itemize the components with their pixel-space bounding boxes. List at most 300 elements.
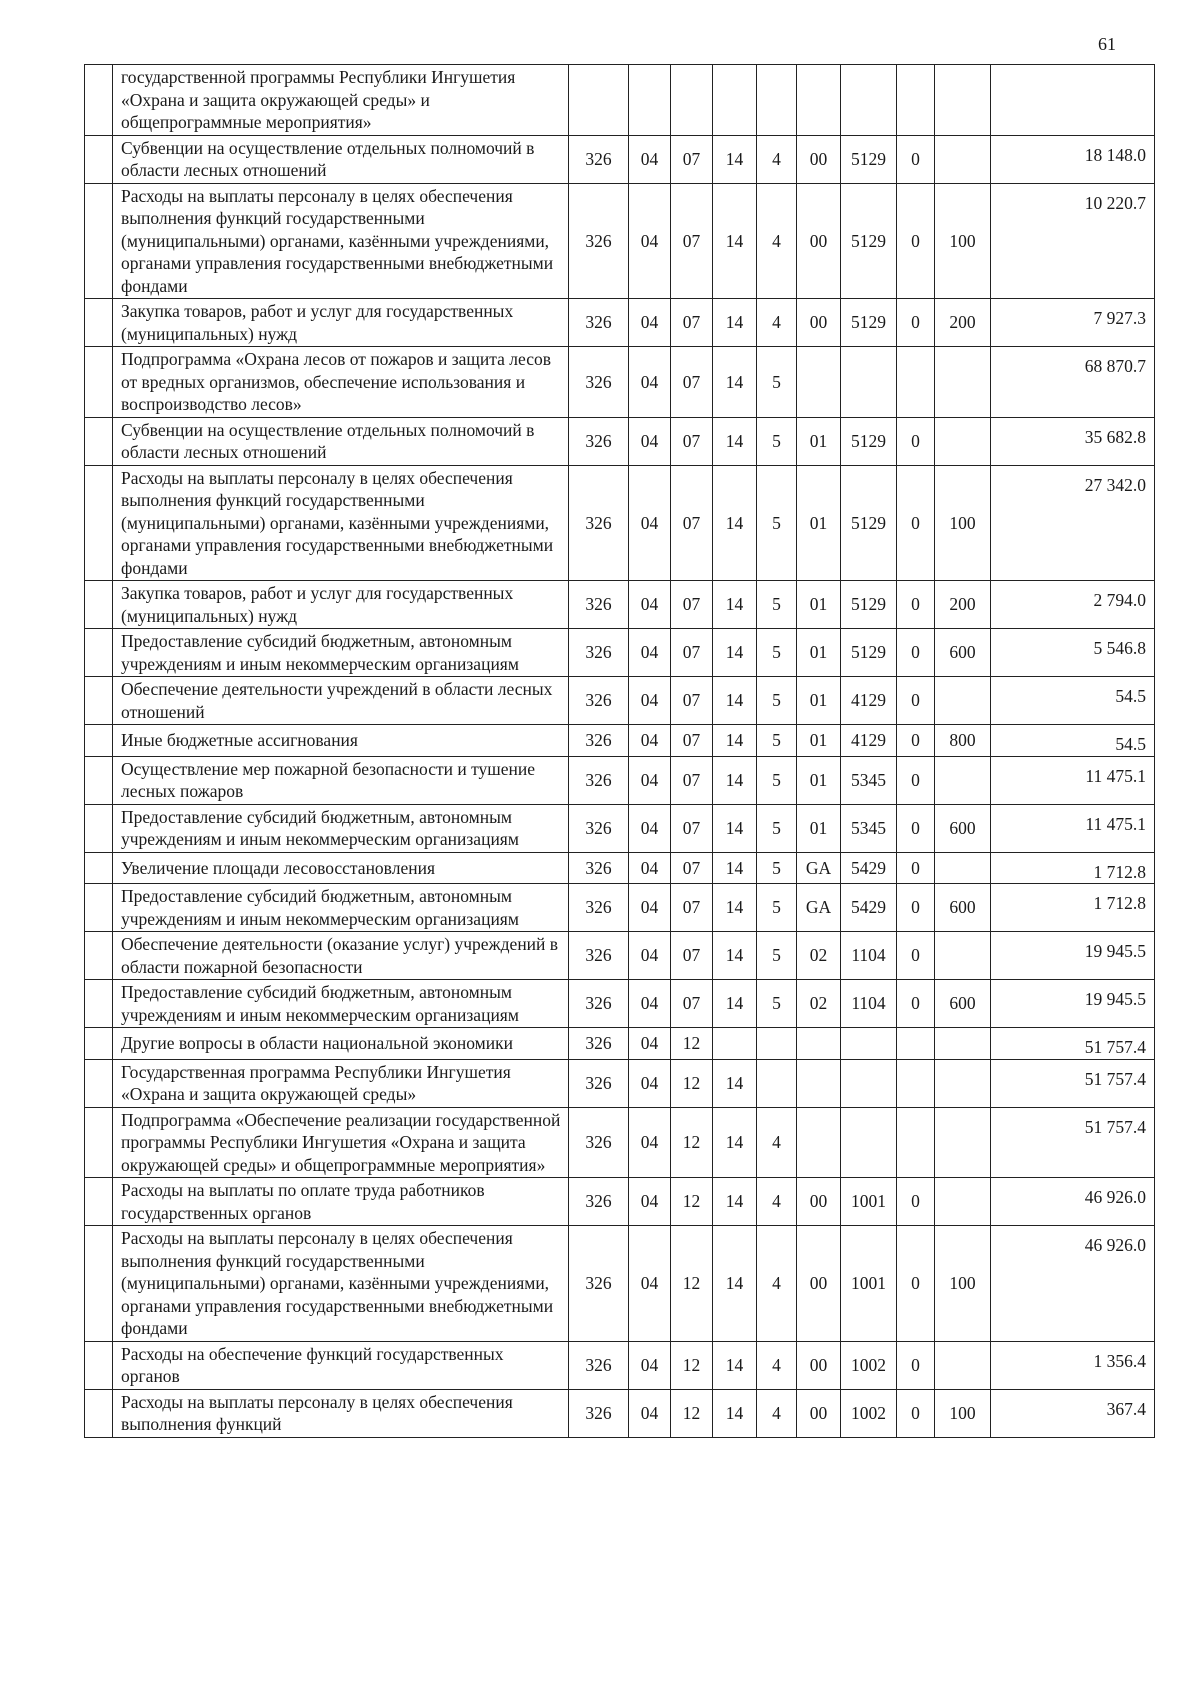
extra-code: 0	[897, 183, 935, 299]
amount: 51 757.4	[991, 1028, 1155, 1060]
main-event-code: GA	[797, 884, 841, 932]
ministry-code: 326	[569, 804, 629, 852]
row-number-cell	[85, 884, 113, 932]
row-number-cell	[85, 852, 113, 884]
subsection-code: 07	[671, 417, 713, 465]
item-name: Предоставление субсидий бюджетным, автономным учреждениям и иным некоммерческим организациям	[113, 804, 569, 852]
program-code: 14	[713, 347, 757, 418]
expense-type-code	[935, 347, 991, 418]
subprogram-code: 5	[757, 932, 797, 980]
section-code: 04	[629, 677, 671, 725]
direction-code	[841, 1028, 897, 1060]
row-number-cell	[85, 581, 113, 629]
ministry-code: 326	[569, 884, 629, 932]
section-code: 04	[629, 1028, 671, 1060]
main-event-code: 02	[797, 932, 841, 980]
direction-code: 5129	[841, 581, 897, 629]
table-row	[85, 65, 1155, 136]
amount: 35 682.8	[991, 417, 1155, 465]
expense-type-code: 100	[935, 465, 991, 581]
item-name: Расходы на выплаты персоналу в целях обеспечения выполнения функций	[113, 1389, 569, 1437]
main-event-code: 02	[797, 980, 841, 1028]
direction-code: 5129	[841, 629, 897, 677]
program-code	[713, 1028, 757, 1060]
expense-type-code	[935, 1059, 991, 1107]
subprogram-code: 5	[757, 465, 797, 581]
subsection-code	[671, 65, 713, 136]
subprogram-code: 5	[757, 852, 797, 884]
item-name: Осуществление мер пожарной безопасности и тушение лесных пожаров	[113, 756, 569, 804]
row-number-cell	[85, 1341, 113, 1389]
subprogram-code: 4	[757, 1178, 797, 1226]
direction-code	[841, 1059, 897, 1107]
extra-code	[897, 65, 935, 136]
amount: 19 945.5	[991, 932, 1155, 980]
subsection-code: 07	[671, 581, 713, 629]
program-code: 14	[713, 852, 757, 884]
expense-type-code: 600	[935, 804, 991, 852]
row-number-cell	[85, 725, 113, 757]
extra-code: 0	[897, 932, 935, 980]
expense-type-code: 200	[935, 581, 991, 629]
table-row	[85, 347, 1155, 418]
item-name: Государственная программа Республики Ингушетия «Охрана и защита окружающей среды»	[113, 1059, 569, 1107]
program-code	[713, 65, 757, 136]
subsection-code: 07	[671, 677, 713, 725]
item-name: Предоставление субсидий бюджетным, автономным учреждениям и иным некоммерческим организациям	[113, 884, 569, 932]
table-row	[85, 756, 1155, 804]
subsection-code: 12	[671, 1389, 713, 1437]
direction-code: 1001	[841, 1226, 897, 1342]
amount: 10 220.7	[991, 183, 1155, 299]
subsection-code: 07	[671, 347, 713, 418]
program-code: 14	[713, 465, 757, 581]
program-code: 14	[713, 1107, 757, 1178]
ministry-code: 326	[569, 1389, 629, 1437]
item-name: Закупка товаров, работ и услуг для государственных (муниципальных) нужд	[113, 299, 569, 347]
subprogram-code: 4	[757, 1107, 797, 1178]
extra-code: 0	[897, 1226, 935, 1342]
expense-type-code: 600	[935, 980, 991, 1028]
section-code: 04	[629, 629, 671, 677]
row-number-cell	[85, 299, 113, 347]
amount: 11 475.1	[991, 756, 1155, 804]
direction-code: 1002	[841, 1341, 897, 1389]
subprogram-code	[757, 1059, 797, 1107]
main-event-code: 00	[797, 1226, 841, 1342]
extra-code: 0	[897, 884, 935, 932]
subprogram-code	[757, 65, 797, 136]
subprogram-code: 4	[757, 1341, 797, 1389]
item-name: Подпрограмма «Охрана лесов от пожаров и защита лесов от вредных организмов, обеспечение использования и воспроизводство лесов»	[113, 347, 569, 418]
main-event-code: 00	[797, 1178, 841, 1226]
item-name: Расходы на выплаты персоналу в целях обеспечения выполнения функций государственными (муниципальными) органами, казёнными учреждениями, органами управления государственными внебюджетными фондами	[113, 1226, 569, 1342]
table-row	[85, 465, 1155, 581]
direction-code: 5429	[841, 852, 897, 884]
extra-code	[897, 1059, 935, 1107]
item-name: Субвенции на осуществление отдельных полномочий в области лесных отношений	[113, 417, 569, 465]
expense-type-code	[935, 1178, 991, 1226]
row-number-cell	[85, 1178, 113, 1226]
table-row	[85, 183, 1155, 299]
amount: 367.4	[991, 1389, 1155, 1437]
expense-type-code: 100	[935, 1389, 991, 1437]
extra-code: 0	[897, 465, 935, 581]
main-event-code	[797, 347, 841, 418]
expense-type-code	[935, 756, 991, 804]
row-number-cell	[85, 1107, 113, 1178]
section-code: 04	[629, 1389, 671, 1437]
subprogram-code: 4	[757, 183, 797, 299]
table-row	[85, 1178, 1155, 1226]
expense-type-code: 800	[935, 725, 991, 757]
section-code: 04	[629, 756, 671, 804]
amount: 1 356.4	[991, 1341, 1155, 1389]
expense-type-code	[935, 1028, 991, 1060]
table-row	[85, 1107, 1155, 1178]
program-code: 14	[713, 677, 757, 725]
subprogram-code: 4	[757, 1389, 797, 1437]
main-event-code: 00	[797, 183, 841, 299]
ministry-code: 326	[569, 1028, 629, 1060]
section-code: 04	[629, 347, 671, 418]
ministry-code: 326	[569, 1226, 629, 1342]
section-code: 04	[629, 932, 671, 980]
subprogram-code: 5	[757, 804, 797, 852]
expense-type-code	[935, 1107, 991, 1178]
subprogram-code: 5	[757, 629, 797, 677]
table-row	[85, 884, 1155, 932]
program-code: 14	[713, 299, 757, 347]
subsection-code: 07	[671, 932, 713, 980]
ministry-code	[569, 65, 629, 136]
subsection-code: 07	[671, 852, 713, 884]
subsection-code: 07	[671, 884, 713, 932]
subsection-code: 12	[671, 1341, 713, 1389]
direction-code: 5429	[841, 884, 897, 932]
direction-code: 4129	[841, 725, 897, 757]
amount: 7 927.3	[991, 299, 1155, 347]
amount: 46 926.0	[991, 1178, 1155, 1226]
section-code: 04	[629, 465, 671, 581]
section-code: 04	[629, 581, 671, 629]
table-row	[85, 804, 1155, 852]
section-code: 04	[629, 725, 671, 757]
direction-code: 5345	[841, 756, 897, 804]
ministry-code: 326	[569, 581, 629, 629]
section-code: 04	[629, 135, 671, 183]
subsection-code: 07	[671, 629, 713, 677]
section-code: 04	[629, 1341, 671, 1389]
amount: 1 712.8	[991, 884, 1155, 932]
item-name: Подпрограмма «Обеспечение реализации государственной программы Республики Ингушетия «Охрана и защита окружающей среды» и общепрограммные мероприятия»	[113, 1107, 569, 1178]
program-code: 14	[713, 1059, 757, 1107]
item-name: государственной программы Республики Ингушетия «Охрана и защита окружающей среды» и общепрограммные мероприятия»	[113, 65, 569, 136]
ministry-code: 326	[569, 756, 629, 804]
section-code: 04	[629, 299, 671, 347]
table-row	[85, 725, 1155, 757]
direction-code: 1002	[841, 1389, 897, 1437]
subsection-code: 12	[671, 1028, 713, 1060]
ministry-code: 326	[569, 852, 629, 884]
row-number-cell	[85, 65, 113, 136]
expense-type-code	[935, 852, 991, 884]
amount: 46 926.0	[991, 1226, 1155, 1342]
row-number-cell	[85, 932, 113, 980]
main-event-code: 01	[797, 417, 841, 465]
extra-code: 0	[897, 725, 935, 757]
table-row	[85, 417, 1155, 465]
section-code: 04	[629, 980, 671, 1028]
direction-code: 5129	[841, 465, 897, 581]
section-code: 04	[629, 884, 671, 932]
row-number-cell	[85, 1226, 113, 1342]
section-code: 04	[629, 1107, 671, 1178]
amount: 18 148.0	[991, 135, 1155, 183]
amount: 5 546.8	[991, 629, 1155, 677]
ministry-code: 326	[569, 725, 629, 757]
ministry-code: 326	[569, 299, 629, 347]
main-event-code	[797, 1107, 841, 1178]
row-number-cell	[85, 135, 113, 183]
expense-type-code	[935, 417, 991, 465]
table-row	[85, 135, 1155, 183]
row-number-cell	[85, 183, 113, 299]
item-name: Субвенции на осуществление отдельных полномочий в области лесных отношений	[113, 135, 569, 183]
main-event-code: GA	[797, 852, 841, 884]
row-number-cell	[85, 804, 113, 852]
extra-code: 0	[897, 804, 935, 852]
extra-code: 0	[897, 299, 935, 347]
ministry-code: 326	[569, 932, 629, 980]
amount: 54.5	[991, 677, 1155, 725]
expense-type-code: 100	[935, 183, 991, 299]
section-code: 04	[629, 804, 671, 852]
ministry-code: 326	[569, 677, 629, 725]
amount	[991, 65, 1155, 136]
subsection-code: 12	[671, 1226, 713, 1342]
item-name: Предоставление субсидий бюджетным, автономным учреждениям и иным некоммерческим организациям	[113, 980, 569, 1028]
extra-code	[897, 1107, 935, 1178]
row-number-cell	[85, 347, 113, 418]
subsection-code: 07	[671, 135, 713, 183]
section-code: 04	[629, 183, 671, 299]
direction-code: 1001	[841, 1178, 897, 1226]
subprogram-code: 5	[757, 756, 797, 804]
expense-type-code: 100	[935, 1226, 991, 1342]
subsection-code: 12	[671, 1178, 713, 1226]
row-number-cell	[85, 1028, 113, 1060]
main-event-code: 01	[797, 465, 841, 581]
main-event-code	[797, 1028, 841, 1060]
item-name: Расходы на выплаты персоналу в целях обеспечения выполнения функций государственными (муниципальными) органами, казёнными учреждениями, органами управления государственными внебюджетными фондами	[113, 183, 569, 299]
extra-code: 0	[897, 852, 935, 884]
subsection-code: 07	[671, 183, 713, 299]
table-row	[85, 932, 1155, 980]
subsection-code: 12	[671, 1059, 713, 1107]
expense-type-code	[935, 1341, 991, 1389]
extra-code: 0	[897, 581, 935, 629]
main-event-code	[797, 1059, 841, 1107]
subprogram-code: 5	[757, 725, 797, 757]
direction-code: 5129	[841, 183, 897, 299]
table-row	[85, 1341, 1155, 1389]
main-event-code: 01	[797, 677, 841, 725]
table-row	[85, 629, 1155, 677]
expense-type-code	[935, 677, 991, 725]
table-row	[85, 1028, 1155, 1060]
item-name: Обеспечение деятельности учреждений в области лесных отношений	[113, 677, 569, 725]
extra-code	[897, 347, 935, 418]
ministry-code: 326	[569, 347, 629, 418]
row-number-cell	[85, 980, 113, 1028]
expense-type-code	[935, 932, 991, 980]
amount: 1 712.8	[991, 852, 1155, 884]
direction-code: 5129	[841, 135, 897, 183]
ministry-code: 326	[569, 417, 629, 465]
program-code: 14	[713, 725, 757, 757]
extra-code: 0	[897, 417, 935, 465]
extra-code: 0	[897, 1341, 935, 1389]
table-row	[85, 852, 1155, 884]
item-name: Закупка товаров, работ и услуг для государственных (муниципальных) нужд	[113, 581, 569, 629]
table-row	[85, 1226, 1155, 1342]
subsection-code: 07	[671, 756, 713, 804]
amount: 19 945.5	[991, 980, 1155, 1028]
subprogram-code: 5	[757, 417, 797, 465]
section-code: 04	[629, 1059, 671, 1107]
main-event-code: 00	[797, 299, 841, 347]
program-code: 14	[713, 804, 757, 852]
item-name: Увеличение площади лесовосстановления	[113, 852, 569, 884]
direction-code: 5345	[841, 804, 897, 852]
row-number-cell	[85, 1389, 113, 1437]
expense-type-code	[935, 135, 991, 183]
extra-code: 0	[897, 135, 935, 183]
direction-code: 5129	[841, 299, 897, 347]
table-row	[85, 980, 1155, 1028]
page-number: 61	[1098, 34, 1116, 54]
section-code: 04	[629, 852, 671, 884]
subsection-code: 07	[671, 465, 713, 581]
subsection-code: 12	[671, 1107, 713, 1178]
direction-code	[841, 65, 897, 136]
program-code: 14	[713, 980, 757, 1028]
table-row	[85, 1059, 1155, 1107]
main-event-code: 01	[797, 581, 841, 629]
main-event-code: 00	[797, 1341, 841, 1389]
item-name: Расходы на обеспечение функций государственных органов	[113, 1341, 569, 1389]
program-code: 14	[713, 417, 757, 465]
main-event-code: 01	[797, 804, 841, 852]
program-code: 14	[713, 581, 757, 629]
direction-code: 4129	[841, 677, 897, 725]
main-event-code: 01	[797, 629, 841, 677]
row-number-cell	[85, 417, 113, 465]
amount: 54.5	[991, 725, 1155, 757]
subprogram-code: 4	[757, 299, 797, 347]
subprogram-code	[757, 1028, 797, 1060]
ministry-code: 326	[569, 1107, 629, 1178]
amount: 2 794.0	[991, 581, 1155, 629]
table-row	[85, 581, 1155, 629]
section-code: 04	[629, 1178, 671, 1226]
extra-code: 0	[897, 1389, 935, 1437]
row-number-cell	[85, 756, 113, 804]
extra-code: 0	[897, 629, 935, 677]
direction-code	[841, 1107, 897, 1178]
table-row	[85, 1389, 1155, 1437]
table-row	[85, 299, 1155, 347]
extra-code	[897, 1028, 935, 1060]
row-number-cell	[85, 465, 113, 581]
main-event-code: 01	[797, 725, 841, 757]
subprogram-code: 5	[757, 677, 797, 725]
item-name: Предоставление субсидий бюджетным, автономным учреждениям и иным некоммерческим организациям	[113, 629, 569, 677]
program-code: 14	[713, 183, 757, 299]
ministry-code: 326	[569, 1059, 629, 1107]
program-code: 14	[713, 1178, 757, 1226]
direction-code: 5129	[841, 417, 897, 465]
ministry-code: 326	[569, 980, 629, 1028]
subprogram-code: 4	[757, 135, 797, 183]
subsection-code: 07	[671, 804, 713, 852]
expense-type-code: 600	[935, 629, 991, 677]
ministry-code: 326	[569, 1341, 629, 1389]
program-code: 14	[713, 629, 757, 677]
direction-code: 1104	[841, 932, 897, 980]
section-code	[629, 65, 671, 136]
item-name: Расходы на выплаты по оплате труда работников государственных органов	[113, 1178, 569, 1226]
extra-code: 0	[897, 756, 935, 804]
subprogram-code: 5	[757, 347, 797, 418]
subprogram-code: 5	[757, 581, 797, 629]
ministry-code: 326	[569, 629, 629, 677]
item-name: Расходы на выплаты персоналу в целях обеспечения выполнения функций государственными (муниципальными) органами, казёнными учреждениями, органами управления государственными внебюджетными фондами	[113, 465, 569, 581]
extra-code: 0	[897, 1178, 935, 1226]
program-code: 14	[713, 1226, 757, 1342]
ministry-code: 326	[569, 465, 629, 581]
main-event-code: 01	[797, 756, 841, 804]
main-event-code: 00	[797, 1389, 841, 1437]
program-code: 14	[713, 756, 757, 804]
item-name: Иные бюджетные ассигнования	[113, 725, 569, 757]
extra-code: 0	[897, 980, 935, 1028]
subsection-code: 07	[671, 980, 713, 1028]
extra-code: 0	[897, 677, 935, 725]
subsection-code: 07	[671, 299, 713, 347]
program-code: 14	[713, 1341, 757, 1389]
row-number-cell	[85, 677, 113, 725]
amount: 68 870.7	[991, 347, 1155, 418]
program-code: 14	[713, 135, 757, 183]
table-row	[85, 677, 1155, 725]
row-number-cell	[85, 629, 113, 677]
ministry-code: 326	[569, 1178, 629, 1226]
expense-type-code: 600	[935, 884, 991, 932]
item-name: Другие вопросы в области национальной экономики	[113, 1028, 569, 1060]
amount: 11 475.1	[991, 804, 1155, 852]
amount: 51 757.4	[991, 1107, 1155, 1178]
subprogram-code: 5	[757, 884, 797, 932]
table-body	[85, 65, 1155, 1438]
subprogram-code: 4	[757, 1226, 797, 1342]
item-name: Обеспечение деятельности (оказание услуг) учреждений в области пожарной безопасности	[113, 932, 569, 980]
row-number-cell	[85, 1059, 113, 1107]
expense-type-code	[935, 65, 991, 136]
section-code: 04	[629, 417, 671, 465]
program-code: 14	[713, 932, 757, 980]
